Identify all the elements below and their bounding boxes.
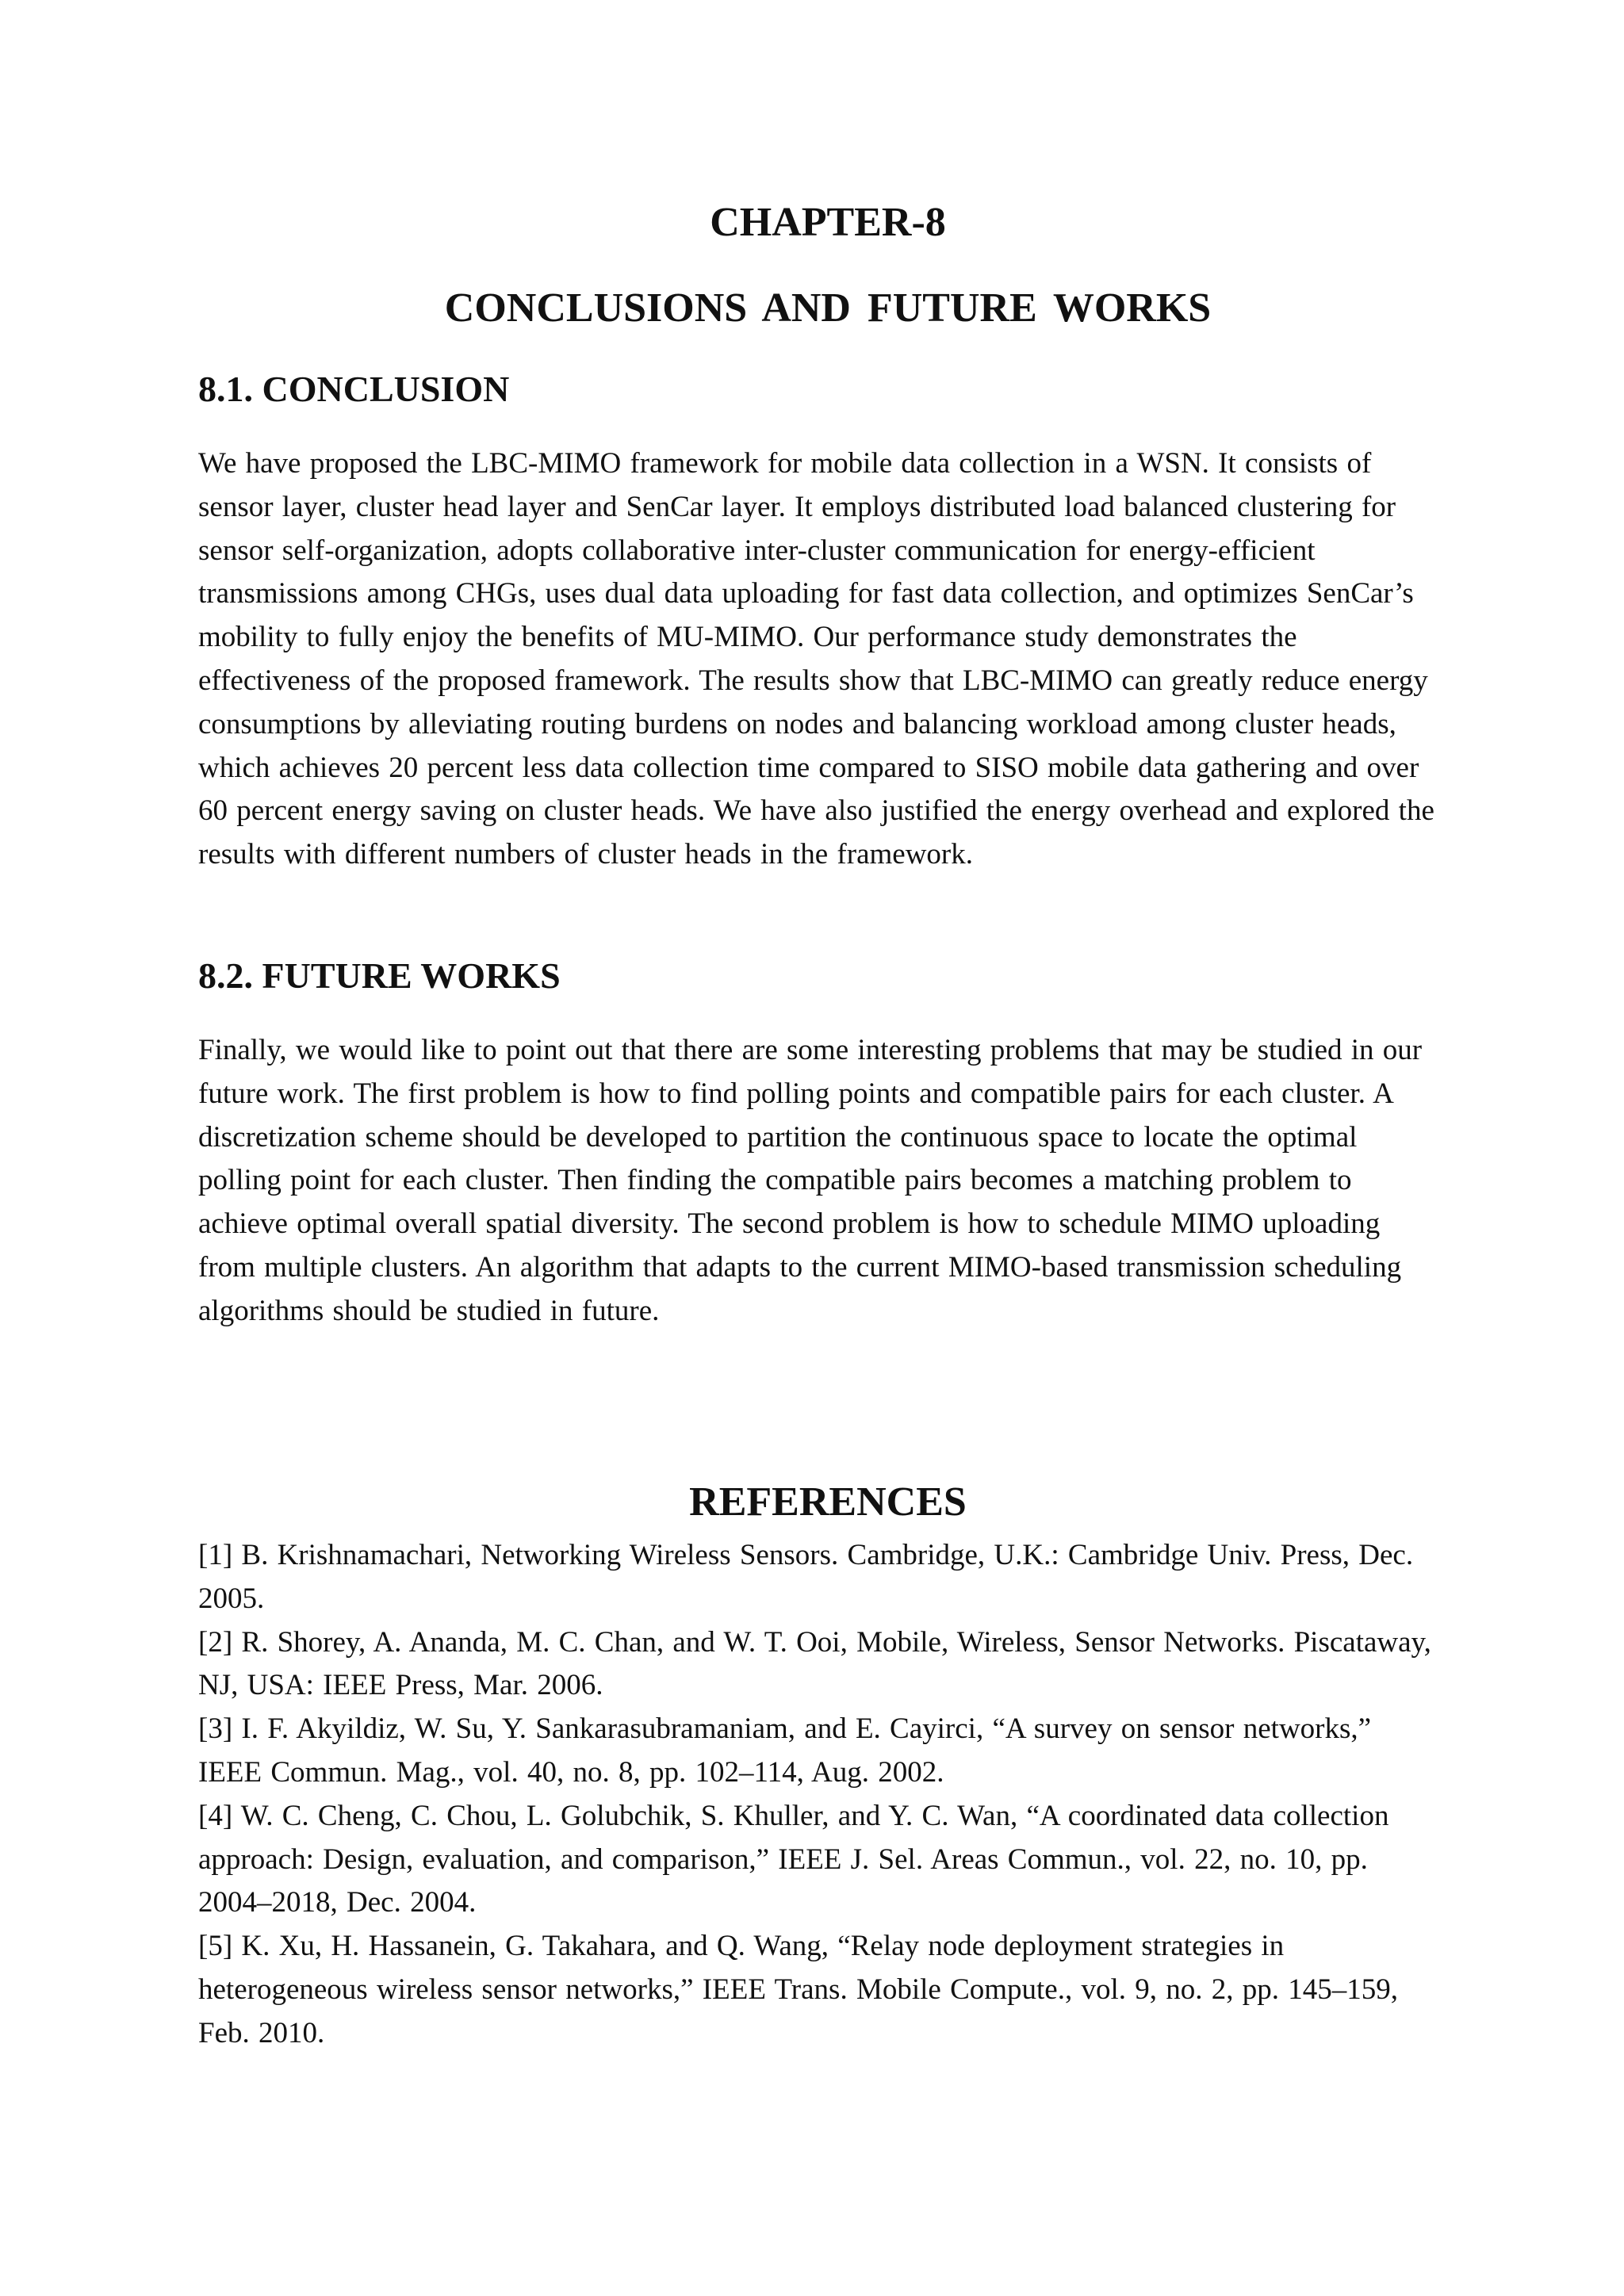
- reference-item: [5] K. Xu, H. Hassanein, G. Takahara, and Q. Wang, “Relay node deployment strategies in heterogeneous wireless sensor networks,” IEEE Trans. Mobile Compute., vol. 9, no. 2, pp. 145–159, Feb. 2010.: [198, 1930, 1399, 2049]
- chapter-number: CHAPTER-8: [710, 200, 946, 245]
- reference-item: [1] B. Krishnamachari, Networking Wireless Sensors. Cambridge, U.K.: Cambridge Univ. Press, Dec. 2005.: [198, 1539, 1414, 1615]
- section-heading-future-works: 8.2. FUTURE WORKS: [198, 955, 561, 996]
- conclusion-paragraph: We have proposed the LBC-MIMO framework for mobile data collection in a WSN. It consists of sensor layer, cluster head layer and SenCar layer. It employs distributed load balanced clustering for sensor self-organization, adopts collaborative inter-cluster communication for energy-efficient transmissions among CHGs, uses dual data uploading for fast data collection, and optimizes SenCar’s mobility to fully enjoy the benefits of MU-MIMO. Our performance study demonstrates the effectiveness of the proposed framework. The results show that LBC-MIMO can greatly reduce energy consumptions by alleviating routing burdens on nodes and balancing workload among cluster heads, which achieves 20 percent less data collection time compared to SISO mobile data gathering and over 60 percent energy saving on cluster heads. We have also justified the energy overhead and explored the results with different numbers of cluster heads in the framework.: [198, 447, 1434, 871]
- section-heading-conclusion: 8.1. CONCLUSION: [198, 369, 510, 409]
- chapter-title: CONCLUSIONS AND FUTURE WORKS: [444, 285, 1212, 331]
- reference-item: [3] I. F. Akyildiz, W. Su, Y. Sankarasubramaniam, and E. Cayirci, “A survey on sensor networks,” IEEE Commun. Mag., vol. 40, no. 8, pp. 102–114, Aug. 2002.: [198, 1712, 1372, 1789]
- references-title: REFERENCES: [689, 1479, 967, 1525]
- future-works-paragraph: Finally, we would like to point out that there are some interesting problems that may be studied in our future work. The first problem is how to find polling points and compatible pairs for each cluster. A discretization scheme should be developed to partition the continuous space to locate the optimal polling point for each cluster. Then finding the compatible pairs becomes a matching problem to achieve optimal overall spatial diversity. The second problem is how to schedule MIMO uploading from multiple clusters. An algorithm that adapts to the current MIMO-based transmission scheduling algorithms should be studied in future.: [198, 1034, 1423, 1327]
- references-list: [198, 1534, 1435, 2056]
- reference-item: [2] R. Shorey, A. Ananda, M. C. Chan, and W. T. Ooi, Mobile, Wireless, Sensor Networks. Piscataway, NJ, USA: IEEE Press, Mar. 2006.: [198, 1625, 1431, 1702]
- reference-item: [4] W. C. Cheng, C. Chou, L. Golubchik, S. Khuller, and Y. C. Wan, “A coordinated data collection approach: Design, evaluation, and comparison,” IEEE J. Sel. Areas Commun., vol. 22, no. 10, pp. 2004–2018, Dec. 2004.: [198, 1799, 1389, 1919]
